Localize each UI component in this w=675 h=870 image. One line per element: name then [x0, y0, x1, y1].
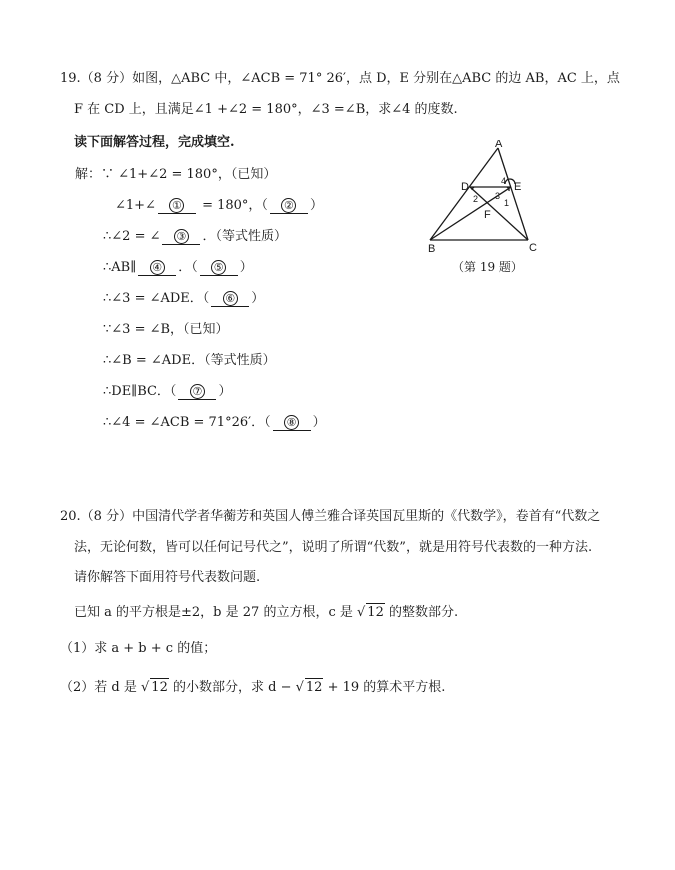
step-text: ∴∠4 = ∠ACB = 71°26′．（ [103, 415, 271, 430]
answer-blank-5[interactable] [200, 260, 238, 276]
q19-step-7 [103, 352, 276, 370]
step-text: ） [218, 384, 232, 399]
label-f: F [484, 209, 491, 221]
triangle-figure [422, 140, 542, 255]
blank-number: ③ [174, 229, 189, 244]
part2-text: 的小数部分，求 d − [168, 680, 292, 695]
step-text: ∵∠3 = ∠B，（已知） [103, 322, 229, 337]
blank-number: ⑧ [284, 415, 299, 430]
label-d: D [461, 181, 469, 193]
step-text: ） [312, 415, 326, 430]
sqrt-sign: √ [295, 680, 304, 695]
answer-blank-4[interactable] [138, 260, 176, 276]
q19-step-9 [103, 414, 326, 432]
q19-step-4 [103, 259, 253, 277]
blank-number: ④ [150, 260, 165, 275]
q20-line2: 法，无论何数，皆可以任何记号代之”，说明了所谓“代数”，就是用符号代表数的一种方法. [74, 540, 593, 555]
q20-part1: （1）求 a + b + c 的值； [60, 641, 217, 656]
q20-given [74, 603, 458, 622]
step-text: ∴AB∥ [103, 260, 137, 275]
part2-text: （2）若 d 是 [60, 680, 137, 695]
q19-instruction: 读下面解答过程，完成填空. [74, 135, 235, 150]
step-text: ∴∠2 = ∠ [103, 229, 161, 244]
q20-part2 [60, 678, 445, 697]
blank-number: ① [169, 198, 184, 213]
sqrt-sign: √ [357, 605, 366, 620]
blank-number: ⑥ [223, 291, 238, 306]
q19-step-2 [115, 197, 323, 215]
step-text: ．（ [178, 260, 198, 275]
sqrt-sign: √ [141, 680, 150, 695]
label-e: E [514, 181, 522, 193]
answer-blank-8[interactable] [273, 415, 311, 431]
label-angle-1: 1 [504, 198, 510, 208]
radicand: 12 [367, 605, 384, 620]
label-angle-2: 2 [473, 194, 479, 204]
label-c: C [529, 242, 537, 254]
step-text: ∴∠B = ∠ADE．（等式性质） [103, 353, 276, 368]
label-angle-3: 3 [495, 191, 501, 201]
step-text: ．（等式性质） [202, 229, 287, 244]
step-text: ∴∠3 = ∠ADE．（ [103, 291, 210, 306]
step-text: = 180°，（ [197, 198, 268, 213]
step-text: ∠1+∠ [115, 198, 156, 213]
q19-step-1 [75, 166, 276, 184]
part2-text: + 19 的算术平方根. [323, 680, 446, 695]
q20-line1: 20.（8 分）中国清代学者华蘅芳和英国人傅兰雅合译英国瓦里斯的《代数学》，卷首有“代数之 [60, 509, 601, 524]
q19-step-5 [103, 290, 264, 308]
given-text: 的整数部分. [384, 605, 459, 620]
label-b: B [428, 243, 436, 255]
label-angle-4: 4 [501, 176, 507, 186]
answer-blank-2[interactable] [270, 198, 308, 214]
blank-number: ⑦ [190, 384, 205, 399]
step-text: 解：∵ ∠1+∠2 = 180°，（已知） [75, 167, 277, 182]
step-text: ∴DE∥BC．（ [103, 384, 177, 399]
figure-caption: （第 19 题） [452, 260, 523, 274]
answer-blank-7[interactable] [178, 384, 216, 400]
answer-blank-1[interactable] [158, 198, 196, 214]
step-text: ） [251, 291, 265, 306]
radicand: 12 [151, 680, 168, 695]
q19-step-6 [103, 321, 229, 339]
q20-line3: 请你解答下面用符号代表数问题. [74, 570, 261, 585]
radicand: 12 [305, 680, 323, 695]
step-text: ） [239, 260, 253, 275]
given-text: 已知 a 的平方根是±2，b 是 27 的立方根，c 是 [74, 605, 353, 620]
q19-step-3 [103, 228, 287, 246]
q19-line1: 19.（8 分）如图，△ABC 中，∠ACB = 71° 26′，点 D，E 分别在△ABC 的边 AB，AC 上，点 [60, 71, 620, 86]
blank-number: ② [281, 198, 296, 213]
answer-blank-6[interactable] [211, 291, 249, 307]
answer-blank-3[interactable] [162, 229, 200, 245]
q19-step-8 [103, 383, 231, 401]
q19-line2: F 在 CD 上，且满足∠1 +∠2 = 180°，∠3 =∠B，求∠4 的度数. [74, 102, 458, 117]
label-a: A [495, 140, 503, 150]
blank-number: ⑤ [211, 260, 226, 275]
step-text: ） [309, 198, 323, 213]
side-ab [430, 148, 501, 240]
